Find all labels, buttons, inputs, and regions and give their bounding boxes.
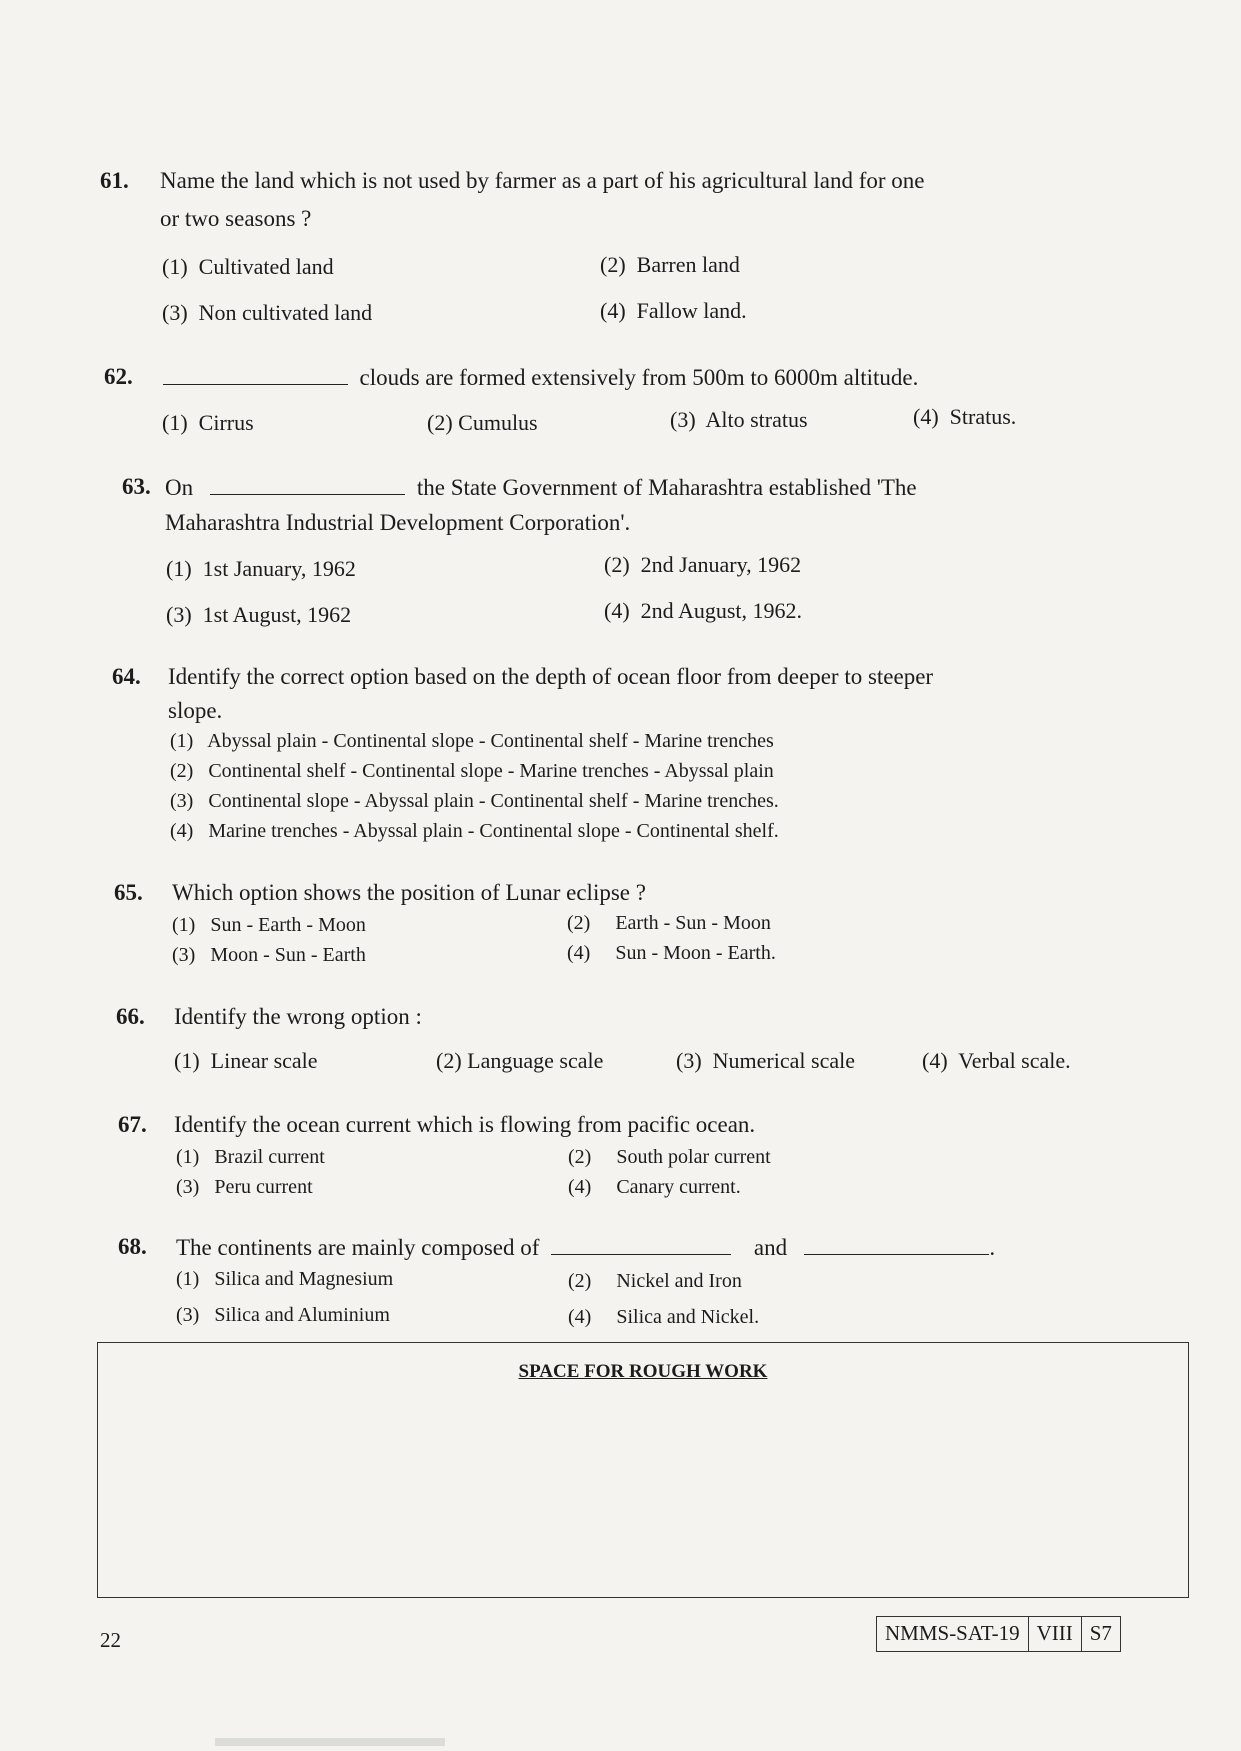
question-text: Identify the wrong option :: [174, 1004, 422, 1029]
option: (2) South polar current: [568, 1146, 771, 1168]
option: (3) 1st August, 1962: [166, 602, 352, 627]
question-text: Maharashtra Industrial Development Corporation'.: [165, 510, 631, 535]
option: (2) Continental shelf - Continental slope - Marine trenches - Abyssal plain: [170, 760, 774, 782]
question-text: or two seasons ?: [160, 206, 312, 231]
question-text: Identify the ocean current which is flowing from pacific ocean.: [174, 1112, 756, 1137]
option: (3) Peru current: [176, 1176, 313, 1198]
option: (2) Barren land: [600, 252, 740, 277]
option: (1) Sun - Earth - Moon: [172, 914, 366, 936]
set-label: S7: [1089, 1621, 1112, 1645]
paper-code-box: [876, 1616, 1121, 1652]
option: (3) Non cultivated land: [162, 300, 373, 325]
option: (4) Sun - Moon - Earth.: [567, 942, 776, 964]
option: (1) Cirrus: [162, 410, 254, 435]
question-text: slope.: [168, 698, 223, 723]
option: (4) Stratus.: [913, 404, 1017, 429]
option: (4) Verbal scale.: [922, 1048, 1071, 1073]
option: (3) Alto stratus: [670, 407, 808, 432]
answer-blank: [804, 1234, 989, 1255]
option: (4) Marine trenches - Abyssal plain - Continental slope - Continental shelf.: [170, 820, 779, 842]
question-text: Identify the correct option based on the depth of ocean floor from deeper to steeper: [168, 664, 934, 689]
option: (2) Cumulus: [427, 410, 538, 435]
question-number: 65.: [114, 880, 143, 905]
option: (4) Canary current.: [568, 1176, 741, 1198]
question-number: 61.: [100, 168, 129, 193]
option: (3) Silica and Aluminium: [176, 1304, 390, 1326]
rough-work-title: SPACE FOR ROUGH WORK: [518, 1361, 768, 1382]
option: (1) Linear scale: [174, 1048, 318, 1073]
option: (4) Fallow land.: [600, 298, 747, 323]
answer-blank: [210, 474, 405, 495]
answer-blank: [551, 1234, 731, 1255]
question-text: Which option shows the position of Lunar eclipse ?: [172, 880, 646, 905]
question-text: Name the land which is not used by farmer as a part of his agricultural land for one: [160, 168, 925, 193]
answer-blank: [163, 364, 348, 385]
option: (1) Silica and Magnesium: [176, 1268, 394, 1290]
paper-code: NMMS-SAT-19: [877, 1617, 1029, 1651]
option: (4) Silica and Nickel.: [568, 1306, 760, 1328]
question-number: 64.: [112, 664, 141, 689]
option: (3) Numerical scale: [676, 1048, 855, 1073]
option: (2) Language scale: [436, 1048, 604, 1073]
question-number: 66.: [116, 1004, 145, 1029]
option: (1) 1st January, 1962: [166, 556, 356, 581]
rough-work-box: [97, 1342, 1189, 1598]
question-number: 67.: [118, 1112, 147, 1137]
question-number: 68.: [118, 1234, 147, 1259]
option: (1) Brazil current: [176, 1146, 325, 1168]
question-text: The continents are mainly composed of and .: [176, 1235, 996, 1260]
option: (3) Moon - Sun - Earth: [172, 944, 366, 966]
standard-label: VIII: [1029, 1617, 1082, 1651]
question-number: 63.: [122, 474, 151, 499]
option: (3) Continental slope - Abyssal plain - Continental shelf - Marine trenches.: [170, 790, 779, 812]
scan-shadow: [215, 1738, 445, 1746]
option: (1) Cultivated land: [162, 254, 334, 279]
question-text: On the State Government of Maharashtra established 'The: [165, 475, 917, 500]
option: (1) Abyssal plain - Continental slope - Continental shelf - Marine trenches: [170, 730, 774, 752]
question-number: 62.: [104, 364, 133, 389]
question-text: clouds are formed extensively from 500m to 6000m altitude.: [163, 364, 918, 391]
option: (2) Nickel and Iron: [568, 1270, 742, 1292]
option: (2) Earth - Sun - Moon: [567, 912, 771, 934]
option: (2) 2nd January, 1962: [604, 552, 802, 577]
option: (4) 2nd August, 1962.: [604, 598, 803, 623]
page-number: 22: [100, 1628, 121, 1652]
